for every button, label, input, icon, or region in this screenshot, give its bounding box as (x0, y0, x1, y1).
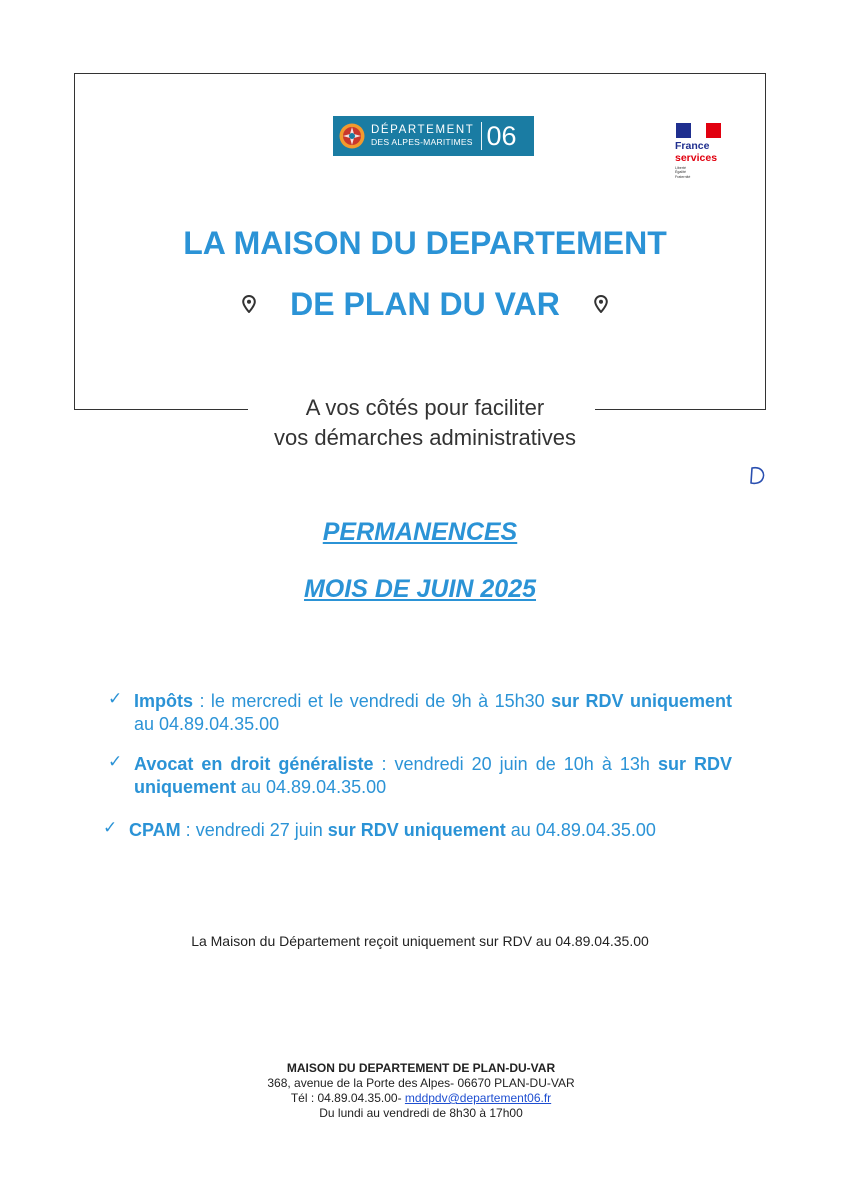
france-flag-icon (676, 123, 721, 138)
checkmark-icon: ✓ (103, 818, 118, 837)
list-item-impots: Impôts : le mercredi et le vendredi de 9h à 15h30 sur RDV uniquement au 04.89.04.35.00 (134, 691, 732, 734)
departement-06-logo (333, 116, 534, 156)
page-title-line2: DE PLAN DU VAR (290, 286, 560, 322)
item-emphasis: sur RDV uniquement (134, 754, 732, 797)
tagline-line2: vos démarches administratives (273, 425, 576, 450)
footer (0, 1061, 842, 1121)
tagline (0, 393, 850, 453)
footer-tel: Tél : 04.89.04.35.00- (290, 1091, 405, 1105)
item-tail: au 04.89.04.35.00 (505, 820, 656, 840)
departement-separator (481, 122, 482, 150)
france-services-logo (673, 120, 729, 180)
france-services-motto: Liberté Égalité Fraternité (675, 166, 691, 179)
item-text: vendredi 20 juin de 10h à 13h (394, 754, 658, 774)
item-emphasis: sur RDV uniquement (327, 820, 506, 840)
departement-number: 06 (486, 120, 517, 151)
footer-email-link[interactable]: mddpdv@departement06.fr (404, 1091, 552, 1105)
footer-hours: Du lundi au vendredi de 8h30 à 17h00 (319, 1106, 523, 1120)
section-title: PERMANENCES (322, 518, 518, 546)
france-services-line2: services (675, 152, 718, 164)
checkmark-icon: ✓ (108, 689, 123, 708)
departement-text (371, 125, 474, 147)
checkmark-icon: ✓ (108, 752, 123, 771)
item-text: vendredi 27 juin (195, 820, 328, 840)
reception-note: La Maison du Département reçoit uniquement sur RDV au 04.89.04.35.00 (191, 933, 649, 949)
departement-line2: DES ALPES-MARITIMES (371, 137, 473, 148)
item-tail: au 04.89.04.35.00 (134, 714, 280, 734)
footer-contact (0, 1091, 842, 1106)
item-label: Impôts (134, 691, 194, 711)
section-subtitle: MOIS DE JUIN 2025 (303, 575, 537, 603)
footer-address: 368, avenue de la Porte des Alpes- 06670 PLAN-DU-VAR (267, 1076, 575, 1090)
departement-line1: DÉPARTEMENT (371, 123, 475, 136)
item-label: Avocat en droit généraliste (134, 754, 374, 774)
list-item-avocat: Avocat en droit généraliste : vendredi 20 juin de 10h à 13h sur RDV uniquement au 04.89.04.35.00 (134, 754, 732, 797)
tagline-line1: A vos côtés pour faciliter (305, 395, 545, 420)
item-text: le mercredi et le vendredi de 9h à 15h30 (210, 691, 552, 711)
item-label: CPAM (129, 820, 181, 840)
france-services-line1: France (675, 140, 710, 152)
item-emphasis: sur RDV uniquement (551, 691, 732, 711)
list-item-cpam: CPAM : vendredi 27 juin sur RDV uniquement au 04.89.04.35.00 (129, 820, 656, 840)
footer-name: MAISON DU DEPARTEMENT DE PLAN-DU-VAR (286, 1061, 556, 1075)
map-pin-icon (594, 295, 608, 313)
handwritten-mark (748, 464, 768, 486)
page-title-line1: LA MAISON DU DEPARTEMENT (183, 225, 667, 261)
item-tail: au 04.89.04.35.00 (236, 777, 387, 797)
map-pin-icon (242, 295, 256, 313)
frame-top-border (74, 73, 766, 74)
departement-emblem-icon (338, 122, 366, 150)
page-title-line2-row (0, 284, 850, 324)
